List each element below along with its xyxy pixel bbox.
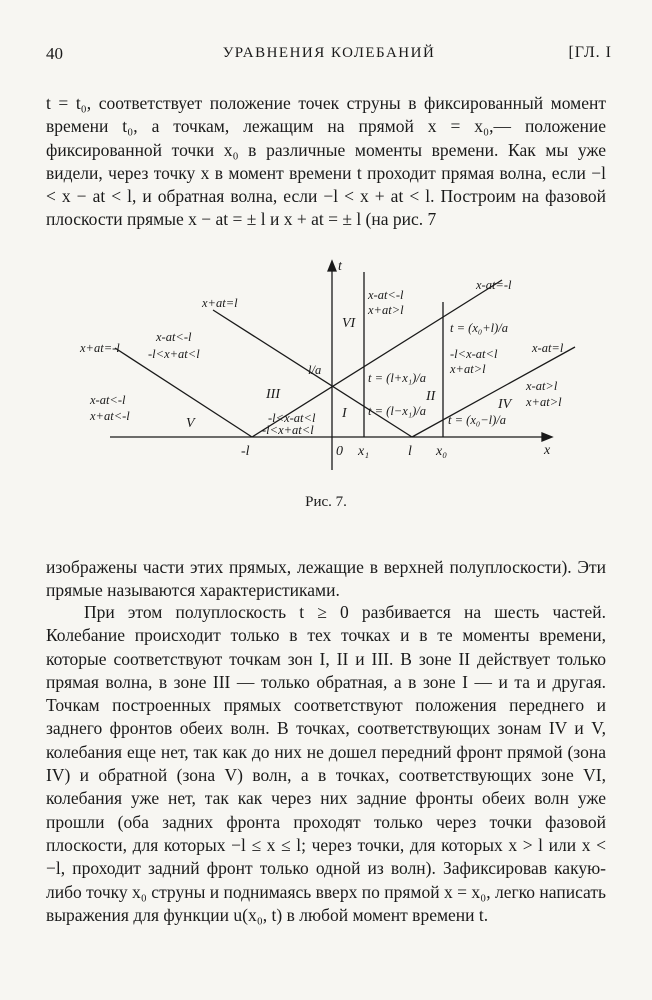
line-x-plus-at-eq-neg-l	[115, 348, 252, 437]
x-axis-arrow	[542, 433, 552, 441]
zone-VI: VI	[342, 316, 356, 331]
region-II-b: x+at>l	[450, 362, 486, 376]
region-VI-b: x+at>l	[368, 303, 404, 317]
axis-t-label: t	[338, 259, 342, 274]
zone-V: V	[186, 416, 195, 431]
tick-x0: x₀	[436, 444, 448, 459]
page-header	[46, 44, 612, 68]
zone-II: II	[426, 389, 436, 404]
label-x-minus-at-eq-l: x-at=l	[532, 341, 564, 355]
mark-t-x0-minus-l: t = (x₀−l)/a	[448, 413, 507, 427]
tick-origin: 0	[336, 444, 343, 459]
running-title: УРАВНЕНИЯ КОЛЕБАНИЙ	[222, 45, 436, 61]
region-I-a: -l<x-at<l	[268, 411, 316, 425]
mark-t-x0-plus-l: t = (x₀+l)/a	[450, 321, 509, 335]
figure-caption: Рис. 7.	[305, 494, 347, 510]
mark-l-over-a: l/a	[308, 363, 322, 377]
region-V-b: x+at<-l	[90, 409, 130, 423]
paragraph-zones: При этом полуплоскость t ≥ 0 разбивается на шесть частей. Колебание происходит только в тех точках и в те моменты времени, которые соответствуют точкам зон I, II и III. В зоне II действует только прямая волна, в зоне III — только обратная, а в зоне I — и та и другая. Точкам построенных прямых соответствуют положения переднего и заднего фронтов обеих волн. В точках, соответствующих зонам IV и V, колебания еще нет, так как до них не дошел передний фронт прямой (зона IV) и обратной (зона V) волн, а в точках, соответствующих зоне VI, колебания уже нет, так как через них задние фронты обеих волн уже прошли (оба задних фронта проходят только через точки фазовой плоскости, для которых −l ≤ x ≤ l; через точки, для которых x > l или x < −l, проходит задний фронт только одной из волн). Зафиксировав какую-либо точку x₀ струны и поднимаясь вверх по прямой x = x₀, легко написать выражения для функции u(x₀, t) в любой момент времени t.	[46, 602, 606, 925]
region-IV-b: x+at>l	[526, 395, 562, 409]
region-IV-a: x-at>l	[526, 379, 558, 393]
tick-neg-l: -l	[241, 444, 250, 459]
region-III-b: -l<x+at<l	[148, 347, 200, 361]
label-x-plus-at-eq-l: x+at=l	[202, 296, 238, 310]
paragraph-intro: t = t₀, соответствует положение точек струны в фиксированный момент времени t₀, а точкам, лежащим на прямой x = x₀,— положение фиксированной точки x₀ в различные моменты времени. Как мы уже видели, через точку x в момент времени t проходит прямая волна, если −l < x − at < l, и обратная волна, если −l < x + at < l. Построим на фазовой плоскости прямые x − at = ± l и x + at = ± l (на рис. 7	[46, 93, 606, 230]
tick-x1: x₁	[358, 444, 370, 459]
label-x-plus-at-eq-neg-l: x+at=-l	[80, 341, 120, 355]
phase-plane-diagram	[70, 252, 590, 472]
mark-t-l-plus-x1: t = (l+x₁)/a	[368, 371, 427, 385]
region-VI-a: x-at<-l	[368, 288, 404, 302]
mark-t-l-minus-x1: t = (l−x₁)/a	[368, 404, 427, 418]
region-I-b: -l<x+at<l	[262, 423, 314, 437]
tick-l: l	[408, 444, 412, 459]
figure-phase-plane	[70, 252, 590, 472]
zone-III: III	[266, 387, 280, 402]
label-x-minus-at-eq-neg-l: x-at=-l	[476, 278, 512, 292]
zone-IV: IV	[498, 397, 512, 412]
axis-x-label: x	[544, 443, 551, 458]
page-number: 40	[46, 44, 63, 63]
region-II-a: -l<x-at<l	[450, 347, 498, 361]
chapter-label: [ГЛ. I	[568, 44, 612, 61]
region-III-a: x-at<-l	[156, 330, 192, 344]
paragraph-characteristics: изображены части этих прямых, лежащие в верхней полуплоскости). Эти прямые называются характеристиками.	[46, 557, 606, 601]
region-V-a: x-at<-l	[90, 393, 126, 407]
t-axis-arrow	[328, 261, 336, 271]
zone-I: I	[342, 406, 347, 421]
